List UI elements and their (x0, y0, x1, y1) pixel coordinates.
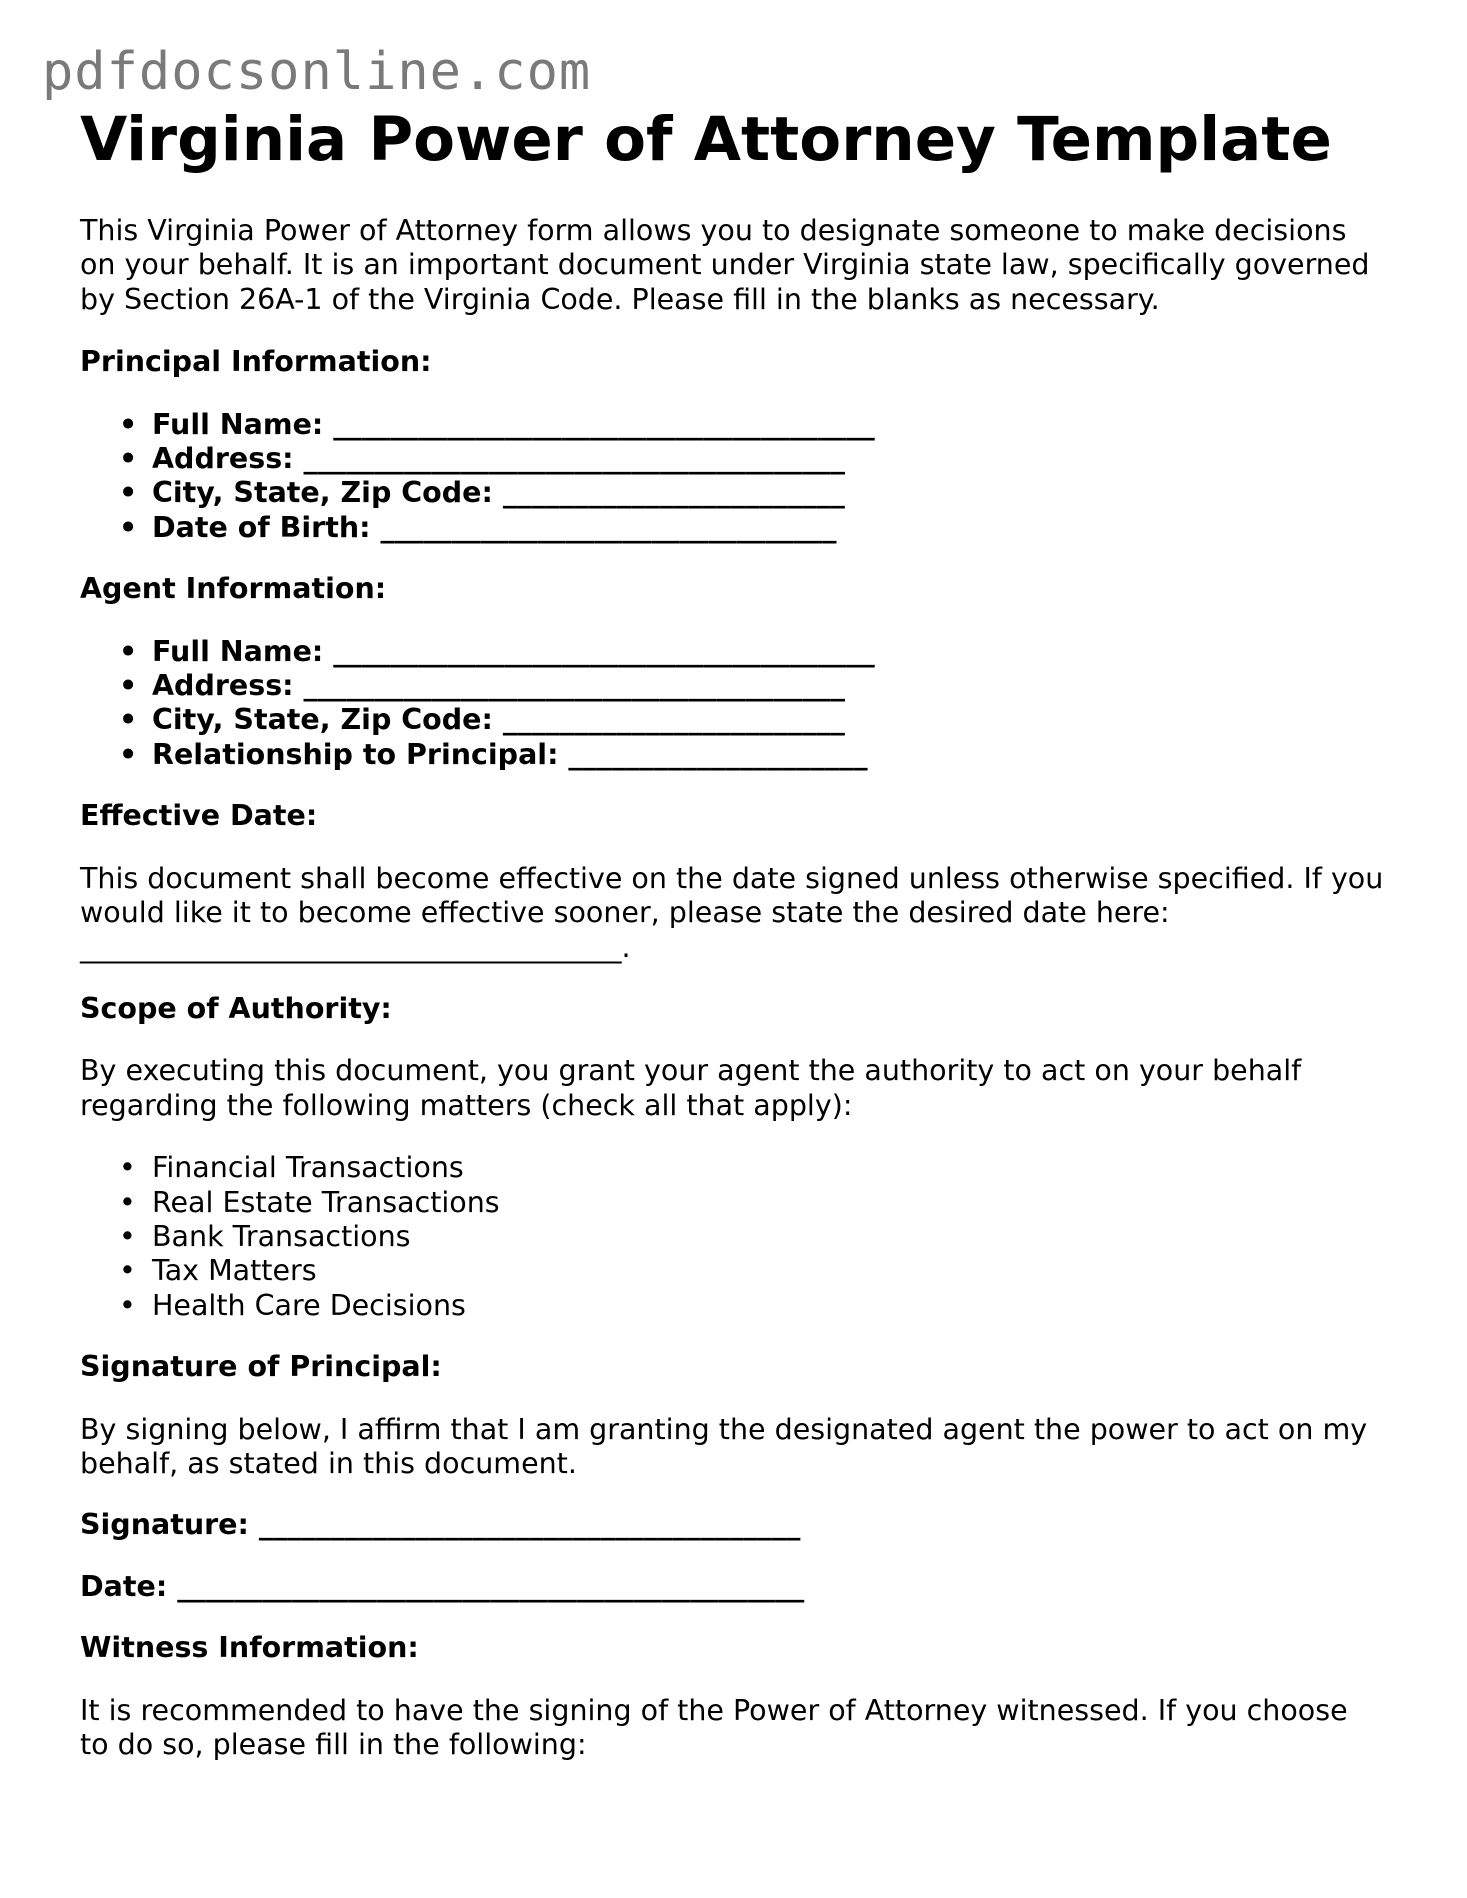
field-blank[interactable]: ______________________________________ (333, 407, 875, 441)
signature-heading: Signature of Principal: (80, 1350, 442, 1384)
bullet-icon: • (119, 510, 138, 544)
bullet-icon: • (119, 1185, 136, 1219)
field-blank[interactable]: ________________________ (502, 476, 845, 510)
field-label: Relationship to Principal: (152, 737, 559, 771)
scope-item-real-estate[interactable] (119, 1185, 1400, 1220)
intro-paragraph (80, 214, 1400, 317)
watermark-logo: pdfdocsonline.com (42, 42, 592, 102)
scope-item-label: Health Care Decisions (152, 1288, 466, 1322)
agent-address-field[interactable] (119, 669, 1400, 703)
agent-city-state-zip-field[interactable] (119, 703, 1400, 737)
scope-item-label: Bank Transactions (152, 1219, 411, 1253)
witness-line: It is recommended to have the signing of the Power of Attorney witnessed. If you choose (80, 1693, 1348, 1727)
date-blank[interactable]: ____________________________________________ (177, 1569, 805, 1603)
field-label: Address: (152, 669, 294, 703)
bullet-icon: • (119, 1254, 136, 1288)
principal-date-of-birth-field[interactable] (119, 510, 1400, 545)
signature-line: By signing below, I affirm that I am granting the designated agent the power to act on my (80, 1412, 1368, 1446)
scope-paragraph (80, 1054, 1400, 1123)
effective-line: would like it to become effective sooner, please state the desired date here: (80, 896, 1170, 930)
agent-fields (80, 635, 1400, 773)
scope-heading: Scope of Authority: (80, 991, 392, 1025)
intro-line: by Section 26A-1 of the Virginia Code. Please fill in the blanks as necessary. (80, 282, 1160, 316)
effective-line: This document shall become effective on the date signed unless otherwise specified. If you (80, 861, 1384, 895)
bullet-icon: • (119, 476, 138, 510)
bullet-icon: • (119, 1151, 136, 1185)
intro-line: on your behalf. It is an important document under Virginia state law, specifically governed (80, 248, 1370, 282)
document-page (80, 104, 1400, 1762)
principal-full-name-field[interactable] (119, 407, 1400, 442)
principal-fields (80, 408, 1400, 546)
bullet-icon: • (119, 1288, 136, 1322)
witness-line: to do so, please fill in the following: (80, 1728, 587, 1761)
date-label: Date: (80, 1569, 168, 1603)
bullet-icon: • (119, 442, 138, 476)
scope-item-label: Financial Transactions (152, 1151, 464, 1185)
scope-item-label: Tax Matters (152, 1254, 317, 1288)
field-blank[interactable]: ______________________________________ (333, 634, 875, 668)
principal-city-state-zip-field[interactable] (119, 476, 1400, 510)
witness-paragraph (80, 1694, 1400, 1763)
agent-full-name-field[interactable] (119, 634, 1400, 669)
effective-date-blank[interactable]: ______________________________________. (80, 930, 631, 964)
scope-item-bank[interactable] (119, 1219, 1400, 1254)
page-title: Virginia Power of Attorney Template (80, 104, 1332, 175)
scope-item-tax[interactable] (119, 1254, 1400, 1288)
bullet-icon: • (119, 703, 138, 737)
witness-heading: Witness Information: (80, 1631, 419, 1665)
field-label: Full Name: (152, 407, 324, 441)
agent-heading: Agent Information: (80, 572, 387, 606)
signature-line: behalf, as stated in this document. (80, 1446, 577, 1480)
effective-date-paragraph (80, 862, 1400, 965)
date-field[interactable] (80, 1570, 1400, 1604)
effective-date-heading: Effective Date: (80, 799, 318, 833)
signature-field[interactable] (80, 1508, 1400, 1542)
signature-paragraph (80, 1413, 1400, 1482)
scope-line: regarding the following matters (check all that apply): (80, 1088, 853, 1122)
intro-line: This Virginia Power of Attorney form allows you to designate someone to make decisions (80, 214, 1347, 247)
field-label: City, State, Zip Code: (152, 476, 493, 510)
bullet-icon: • (119, 634, 138, 668)
signature-label: Signature: (80, 1508, 249, 1542)
bullet-icon: • (119, 669, 138, 703)
field-blank[interactable]: ________________________ (502, 703, 845, 737)
field-label: City, State, Zip Code: (152, 703, 493, 737)
scope-item-health-care[interactable] (119, 1288, 1400, 1323)
field-blank[interactable]: _____________________ (568, 737, 868, 771)
bullet-icon: • (119, 737, 138, 771)
scope-item-label: Real Estate Transactions (152, 1185, 500, 1219)
agent-relationship-field[interactable] (119, 737, 1400, 772)
field-blank[interactable]: ______________________________________ (303, 669, 846, 703)
bullet-icon: • (119, 1219, 136, 1253)
field-label: Address: (152, 442, 294, 476)
field-blank[interactable]: ______________________________________ (303, 442, 846, 476)
scope-items (80, 1151, 1400, 1323)
scope-item-financial[interactable] (119, 1151, 1400, 1185)
principal-address-field[interactable] (119, 442, 1400, 476)
field-blank[interactable]: ________________________________ (380, 510, 837, 544)
field-label: Date of Birth: (152, 510, 371, 544)
field-label: Full Name: (152, 634, 324, 668)
principal-heading: Principal Information: (80, 345, 432, 379)
signature-blank[interactable]: ______________________________________ (258, 1508, 801, 1542)
bullet-icon: • (119, 407, 138, 441)
scope-line: By executing this document, you grant your agent the authority to act on your behalf (80, 1054, 1302, 1088)
